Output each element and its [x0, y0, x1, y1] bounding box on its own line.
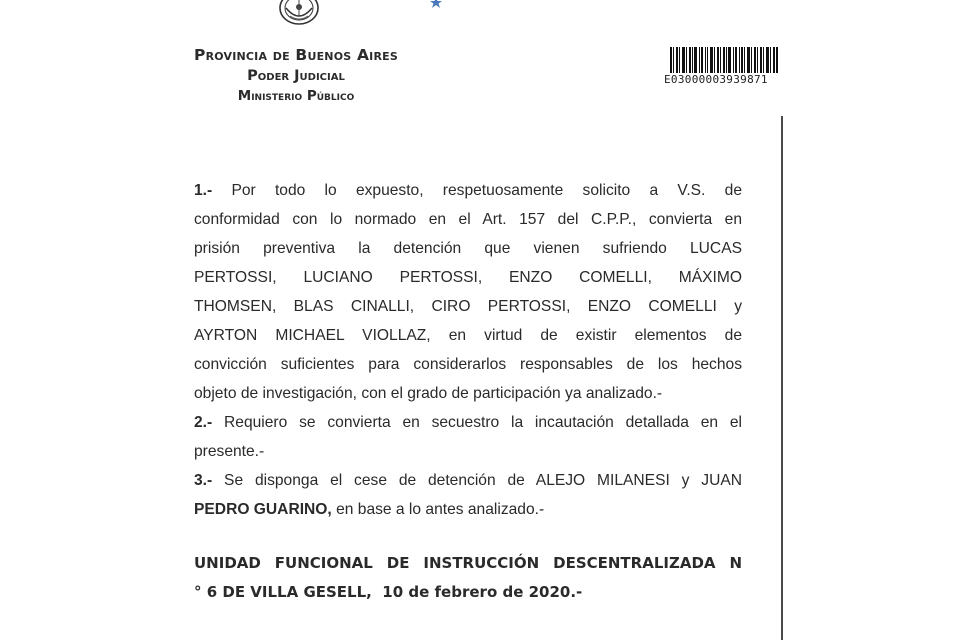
document-body: [194, 176, 742, 524]
paragraph-1-line-4: PERTOSSI, LUCIANO PERTOSSI, ENZO COMELLI, MÁXIMO: [194, 269, 742, 286]
name-bold: PEDRO GUARINO,: [194, 501, 332, 518]
province-name: Provincia de Buenos Aires: [194, 46, 398, 64]
text-line: Se disponga el cese de detención de ALEJO MILANESI y JUAN: [224, 472, 742, 489]
paragraph-1-line-5: THOMSEN, BLAS CINALLI, CIRO PERTOSSI, ENZO COMELLI y: [194, 298, 742, 315]
paragraph-1-line-7: convicción suficientes para considerarlos responsables de los hechos: [194, 356, 742, 373]
paragraph-1-line-3: prisión preventiva la detención que vienen sufriendo LUCAS: [194, 240, 742, 257]
margin-line: [781, 116, 783, 640]
institution-header: [180, 44, 412, 106]
paragraph-2-line-1: [194, 408, 742, 437]
text-line: Requiero se convierta en secuestro la incautación detallada en el: [224, 414, 742, 431]
closing-signature-block: [194, 549, 742, 607]
paragraph-1-line-2: conformidad con lo normado en el Art. 157 del C.P.P., convierta en: [194, 211, 742, 228]
paragraph-number: 1.-: [194, 182, 213, 199]
text-line: Por todo lo expuesto, respetuosamente solicito a V.S. de: [231, 182, 742, 199]
paragraph-3-line-2: [194, 495, 742, 524]
paragraph-1-line-6: AYRTON MICHAEL VIOLLAZ, en virtud de existir elementos de: [194, 327, 742, 344]
paragraph-number: 3.-: [194, 472, 213, 489]
text-line: en base a lo antes analizado.-: [331, 501, 545, 518]
ministry-name: Ministerio Público: [237, 88, 355, 104]
closing-line-1: UNIDAD FUNCIONAL DE INSTRUCCIÓN DESCENTRALIZADA N: [194, 554, 742, 572]
barcode-icon: [670, 47, 778, 73]
emblem-icon: [428, 0, 444, 9]
paragraph-2-line-2: presente.-: [194, 443, 265, 460]
paragraph-number: 2.-: [194, 414, 213, 431]
judicial-name: Poder Judicial: [247, 68, 345, 84]
paragraph-1-line-1: [194, 176, 742, 205]
paragraph-3-line-1: [194, 466, 742, 495]
paragraph-1-line-8: objeto de investigación, con el grado de participación ya analizado.-: [194, 385, 663, 402]
barcode-number: E03000003939871: [664, 73, 768, 86]
closing-line-2: ° 6 DE VILLA GESELL, 10 de febrero de 2020.-: [194, 583, 583, 601]
coat-of-arms-icon: [276, 0, 322, 28]
